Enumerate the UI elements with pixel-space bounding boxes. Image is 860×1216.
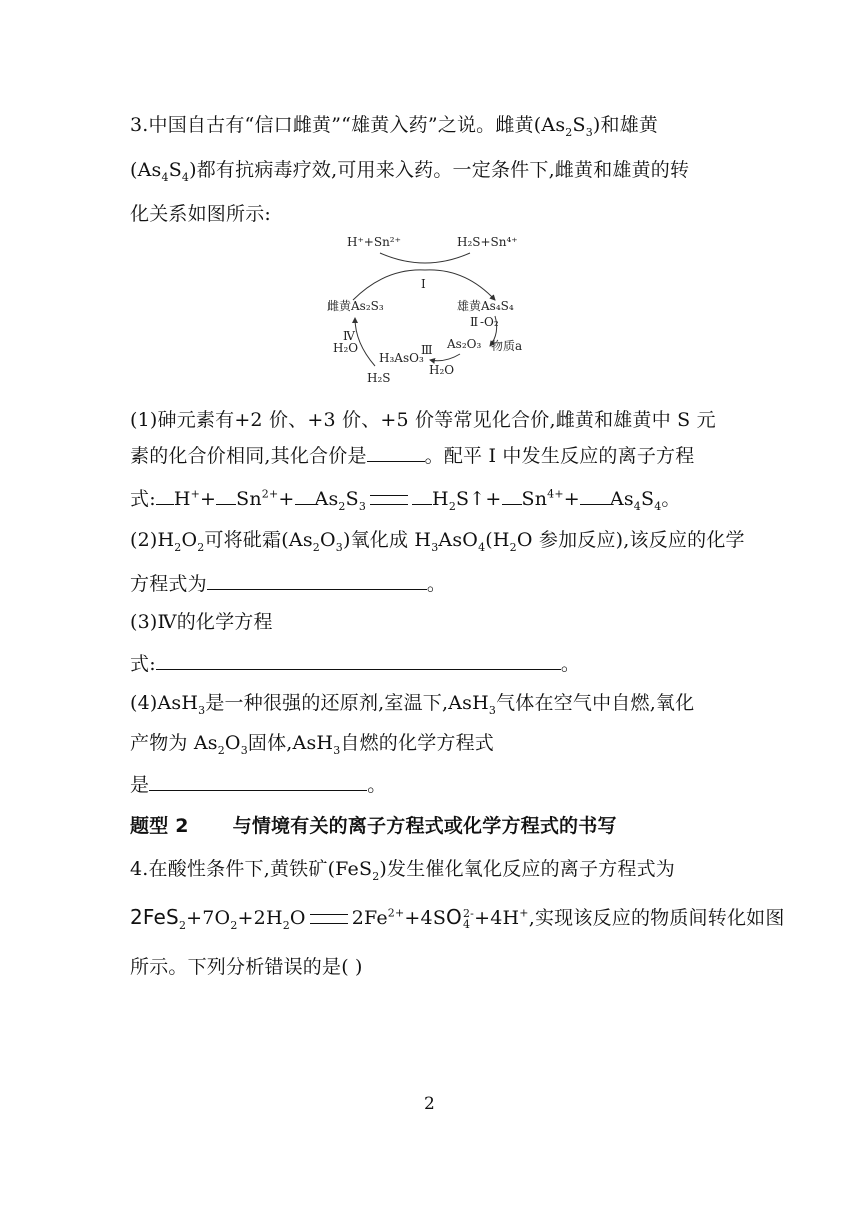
diagram-substance-a: 物质a [491,339,523,353]
diagram-top-arc [380,253,470,263]
q3-part1-line-2: 素的化合价相同,其化合价是 。配平 I 中发生反应的离子方程 [130,445,695,467]
answer-blank-part2[interactable] [207,571,427,590]
q3-part2-line-1: $(2)H_2O_2$可将砒霜$(As_2O_3)$氧化成 $H_3AsO_4(H_2O$ 参加反应),该反应的化学 [130,529,745,554]
diagram-as2o3: As₂O₃ [447,337,482,351]
diagram-label-III: Ⅲ [421,343,433,357]
diagram-h2o-bottom: H₂O [429,363,455,377]
q3-part3-line-2: 式: 。 [130,653,581,675]
sulfate-charge: 2- 4 [462,907,475,931]
q4-line-1: 4.在酸性条件下,黄铁矿(FeS$_2$)发生催化氧化反应的离子方程式为 [130,858,676,883]
conversion-diagram [325,228,545,388]
page-number: 2 [424,1094,435,1114]
coef-blank-sn2[interactable] [216,486,236,505]
coef-blank-h2s[interactable] [412,486,432,505]
answer-blank-part3[interactable] [156,651,561,670]
coef-blank-as4s4[interactable] [580,486,610,505]
diagram-h2o-left: H₂O [333,341,359,355]
diagram-top-right-label: H₂S+Sn⁴⁺ [457,235,518,249]
q4-equation-line: $2FeS_2+7O_2+2H_2O$ $2Fe^{2+}+4SO$ 2- 4 +4H+,实现该反应的物质间转化如图 [130,905,785,932]
diagram-label-IV: Ⅳ [343,329,355,343]
q4-line-3: 所示。下列分析错误的是( ) [130,956,363,978]
q3-part4-line-2: 产物为 $As_2O_3$固体,AsH$_3$自燃的化学方程式 [130,732,494,757]
q3-part4-line-1: (4)AsH$_3$是一种很强的还原剂,室温下,AsH$_3$气体在空气中自燃,氧化 [130,692,695,717]
q3-part1-line-3: 式: $H^++ Sn^{2+}+ As_2S_3$ $H_2S↑+ Sn^{4+}+ As_4S_4$。 [130,487,681,513]
q3-part1-line-1: (1)砷元素有+2 价、+3 价、+5 价等常见化合价,雌黄和雄黄中 S 元 [130,409,716,431]
equals-sign [370,495,408,505]
diagram-label-II: Ⅱ [470,315,479,329]
diagram-h3aso3: H₃AsO₃ [379,351,424,365]
diagram-h2s: H₂S [367,371,391,385]
coef-blank-as2s3[interactable] [295,486,315,505]
section-heading: 题型 2 与情境有关的离子方程式或化学方程式的书写 [130,815,617,837]
q3-part2-line-2: 方程式为 。 [130,573,447,595]
diagram-left-node: 雌黄As₂S₃ [327,299,384,313]
diagram-label-I: I [421,277,426,291]
diagram-arrow-III [430,354,460,361]
q3-intro-line-2: $(As_4S_4)$都有抗病毒疗效,可用来入药。一定条件下,雌黄和雄黄的转 [130,159,690,184]
diagram-right-node: 雄黄As₄S₄ [457,299,514,313]
coef-blank-h[interactable] [156,486,174,505]
q3-intro-line-1: 3.中国自古有“信口雌黄”“雄黄入药”之说。雌黄$(As_2S_3)$和雄黄 [130,114,659,139]
answer-blank-part4[interactable] [149,772,367,791]
answer-blank-valence[interactable] [367,443,425,462]
diagram-o2-label: -O₂ [480,315,499,329]
equals-sign-q4 [310,914,348,924]
diagram-top-left-label: H⁺+Sn²⁺ [347,235,401,249]
coef-blank-sn4[interactable] [502,486,522,505]
q3-part4-line-3: 是 。 [130,774,387,796]
q3-part3-line-1: (3)Ⅳ的化学方程 [130,611,273,633]
q3-intro-line-3: 化关系如图所示: [130,203,272,225]
